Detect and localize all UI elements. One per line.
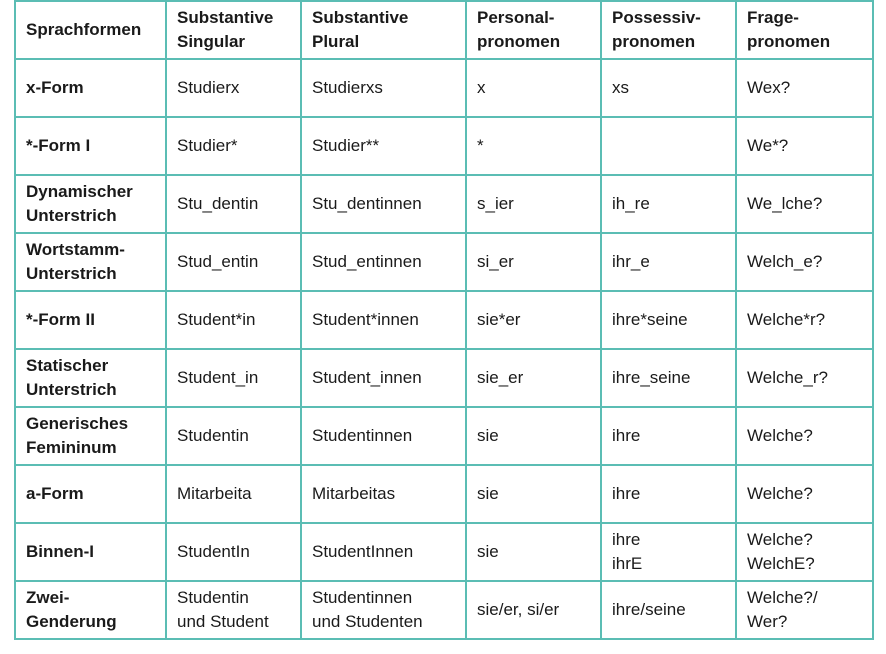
- table-cell: sie_er: [466, 349, 601, 407]
- table-cell: ihre ihrE: [601, 523, 736, 581]
- table-cell: sie: [466, 407, 601, 465]
- table-row: [15, 117, 873, 175]
- row-header-cell: Statischer Unterstrich: [15, 349, 166, 407]
- row-header-cell: Binnen-I: [15, 523, 166, 581]
- header-cell: Substantive Singular: [166, 1, 301, 59]
- table-cell: Student*innen: [301, 291, 466, 349]
- table-row: [15, 581, 873, 639]
- table-cell: Studier*: [166, 117, 301, 175]
- table-cell: ih_re: [601, 175, 736, 233]
- table-cell: Wex?: [736, 59, 873, 117]
- table-row: [15, 407, 873, 465]
- table-cell: Studier**: [301, 117, 466, 175]
- table-cell: ihre*seine: [601, 291, 736, 349]
- row-header-cell: *-Form II: [15, 291, 166, 349]
- table-cell: Studentin und Student: [166, 581, 301, 639]
- header-row: [15, 1, 873, 59]
- table-cell: sie/er, si/er: [466, 581, 601, 639]
- table-cell: StudentInnen: [301, 523, 466, 581]
- header-cell: Personal- pronomen: [466, 1, 601, 59]
- table-cell: Mitarbeitas: [301, 465, 466, 523]
- table-cell: x: [466, 59, 601, 117]
- table-cell: si_er: [466, 233, 601, 291]
- table-row: [15, 523, 873, 581]
- table-cell: *: [466, 117, 601, 175]
- table-cell: s_ier: [466, 175, 601, 233]
- table-cell: [601, 117, 736, 175]
- table-cell: StudentIn: [166, 523, 301, 581]
- table-cell: ihre: [601, 465, 736, 523]
- table-cell: Stu_dentinnen: [301, 175, 466, 233]
- table-cell: Welche*r?: [736, 291, 873, 349]
- table-row: [15, 291, 873, 349]
- table-cell: ihre: [601, 407, 736, 465]
- row-header-cell: Wortstamm- Unterstrich: [15, 233, 166, 291]
- table-row: [15, 59, 873, 117]
- row-header-cell: *-Form I: [15, 117, 166, 175]
- table-cell: ihre/seine: [601, 581, 736, 639]
- table-cell: Studierx: [166, 59, 301, 117]
- table-row: [15, 233, 873, 291]
- table-cell: Studentinnen: [301, 407, 466, 465]
- table-cell: Studentinnen und Studenten: [301, 581, 466, 639]
- table-cell: ihr_e: [601, 233, 736, 291]
- table-cell: Welche?: [736, 407, 873, 465]
- table-cell: Studentin: [166, 407, 301, 465]
- table-cell: sie: [466, 523, 601, 581]
- table-cell: Welche_r?: [736, 349, 873, 407]
- header-cell: Sprachformen: [15, 1, 166, 59]
- table-cell: Welche?: [736, 465, 873, 523]
- gender-forms-table: [14, 0, 874, 640]
- row-header-cell: Generisches Femininum: [15, 407, 166, 465]
- table-cell: Mitarbeita: [166, 465, 301, 523]
- table-row: [15, 465, 873, 523]
- row-header-cell: x-Form: [15, 59, 166, 117]
- table-cell: sie: [466, 465, 601, 523]
- header-cell: Substantive Plural: [301, 1, 466, 59]
- table-cell: Welch_e?: [736, 233, 873, 291]
- table-cell: Student_in: [166, 349, 301, 407]
- table-row: [15, 175, 873, 233]
- table-cell: Studierxs: [301, 59, 466, 117]
- row-header-cell: a-Form: [15, 465, 166, 523]
- row-header-cell: Dynamischer Unterstrich: [15, 175, 166, 233]
- table-cell: xs: [601, 59, 736, 117]
- header-cell: Frage- pronomen: [736, 1, 873, 59]
- table-cell: Stud_entinnen: [301, 233, 466, 291]
- table-cell: Stu_dentin: [166, 175, 301, 233]
- row-header-cell: Zwei- Genderung: [15, 581, 166, 639]
- table-cell: sie*er: [466, 291, 601, 349]
- table-cell: We*?: [736, 117, 873, 175]
- table-cell: We_lche?: [736, 175, 873, 233]
- table-cell: Student_innen: [301, 349, 466, 407]
- table-body: [15, 59, 873, 639]
- gender-forms-table-container: [14, 0, 874, 640]
- table-cell: Welche?/ Wer?: [736, 581, 873, 639]
- table-row: [15, 349, 873, 407]
- table-cell: Welche? WelchE?: [736, 523, 873, 581]
- table-cell: Student*in: [166, 291, 301, 349]
- table-cell: ihre_seine: [601, 349, 736, 407]
- header-cell: Possessiv- pronomen: [601, 1, 736, 59]
- table-cell: Stud_entin: [166, 233, 301, 291]
